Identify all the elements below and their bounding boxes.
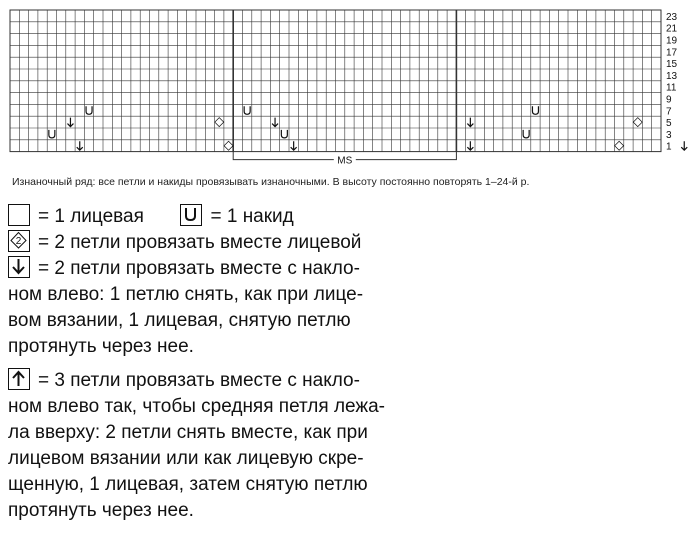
- legend-row-s2kp: [8, 368, 418, 394]
- legend-s2kp-line-4: лицевом вязании или как лицевую скре-: [8, 448, 364, 469]
- chart-caption: Изнаночный ряд: все петли и накиды провязывать изнаночными. В высоту постоянно повторять 1–24-й р.: [12, 176, 530, 188]
- legend-skp-line-3: вом вязании, 1 лицевая, снятую петлю: [8, 310, 351, 331]
- decrease-arrow-mark: [467, 141, 473, 150]
- row-number-label: 21: [666, 23, 678, 35]
- k2tog-mark: [215, 118, 224, 127]
- legend-k2tog-text: = 2 петли провязать вместе лицевой: [38, 232, 362, 253]
- legend-s2kp-line-2: ном влево так, чтобы средняя петля лежа-: [8, 396, 385, 417]
- k2tog-mark: [615, 141, 624, 150]
- legend-skp-line-2: ном влево: 1 петлю снять, как при лице-: [8, 284, 364, 305]
- yarn-over-icon: [180, 204, 202, 226]
- legend-skp-line-4: протянуть через нее.: [8, 336, 194, 357]
- legend-s2kp-line-6: протянуть через нее.: [8, 500, 194, 521]
- decrease-arrow-mark: [467, 118, 473, 127]
- row-number-label: 11: [666, 82, 677, 94]
- knitting-chart: [0, 0, 690, 200]
- decrease-arrow-mark: [681, 141, 687, 150]
- legend-k1-text: = 1 лицевая: [38, 206, 144, 227]
- legend-s2kp-line-5: щенную, 1 лицевая, затем снятую петлю: [8, 474, 368, 495]
- row-number-label: 15: [666, 59, 678, 71]
- row-number-label: 9: [666, 94, 672, 106]
- chart-grid: [0, 0, 690, 175]
- row-number-label: 17: [666, 47, 678, 59]
- decrease-arrow-mark: [272, 118, 278, 127]
- row-number-label: 19: [666, 35, 678, 47]
- repeat-label: MS: [337, 155, 353, 167]
- yarn-over-mark: [86, 106, 92, 114]
- row-number-label: 1: [666, 141, 672, 153]
- yarn-over-mark: [523, 130, 529, 138]
- row-number-label: 13: [666, 70, 678, 82]
- svg-text:2: 2: [15, 236, 22, 247]
- yarn-over-mark: [281, 130, 287, 138]
- row-number-label: 3: [666, 129, 672, 141]
- k2tog-mark: [224, 141, 233, 150]
- left-decrease-arrow-icon: [8, 256, 30, 278]
- decrease-arrow-mark: [77, 141, 83, 150]
- legend-s2kp-line-3: ла вверху: 2 петли снять вместе, как при: [8, 422, 368, 443]
- yarn-over-mark: [244, 106, 250, 114]
- legend: [8, 204, 418, 524]
- decrease-arrow-mark: [67, 118, 73, 127]
- legend-skp-line-1: = 2 петли провязать вместе с накло-: [38, 258, 360, 279]
- central-decrease-arrow-icon: [8, 368, 30, 390]
- yarn-over-mark: [49, 130, 55, 138]
- row-number-label: 7: [666, 106, 672, 118]
- k2tog-mark: [633, 118, 642, 127]
- yarn-over-mark: [532, 106, 538, 114]
- row-number-label: 5: [666, 118, 672, 130]
- legend-s2kp-line-1: = 3 петли провязать вместе с накло-: [38, 370, 360, 391]
- legend-row-k1: [8, 204, 418, 230]
- row-number-label: 23: [666, 11, 678, 23]
- legend-row-k2tog: [8, 230, 418, 256]
- legend-yo-text: = 1 накид: [210, 206, 294, 227]
- empty-square-icon: [8, 204, 30, 226]
- decrease-arrow-mark: [291, 141, 297, 150]
- k2tog-icon: [8, 230, 30, 252]
- legend-row-skp: [8, 256, 418, 282]
